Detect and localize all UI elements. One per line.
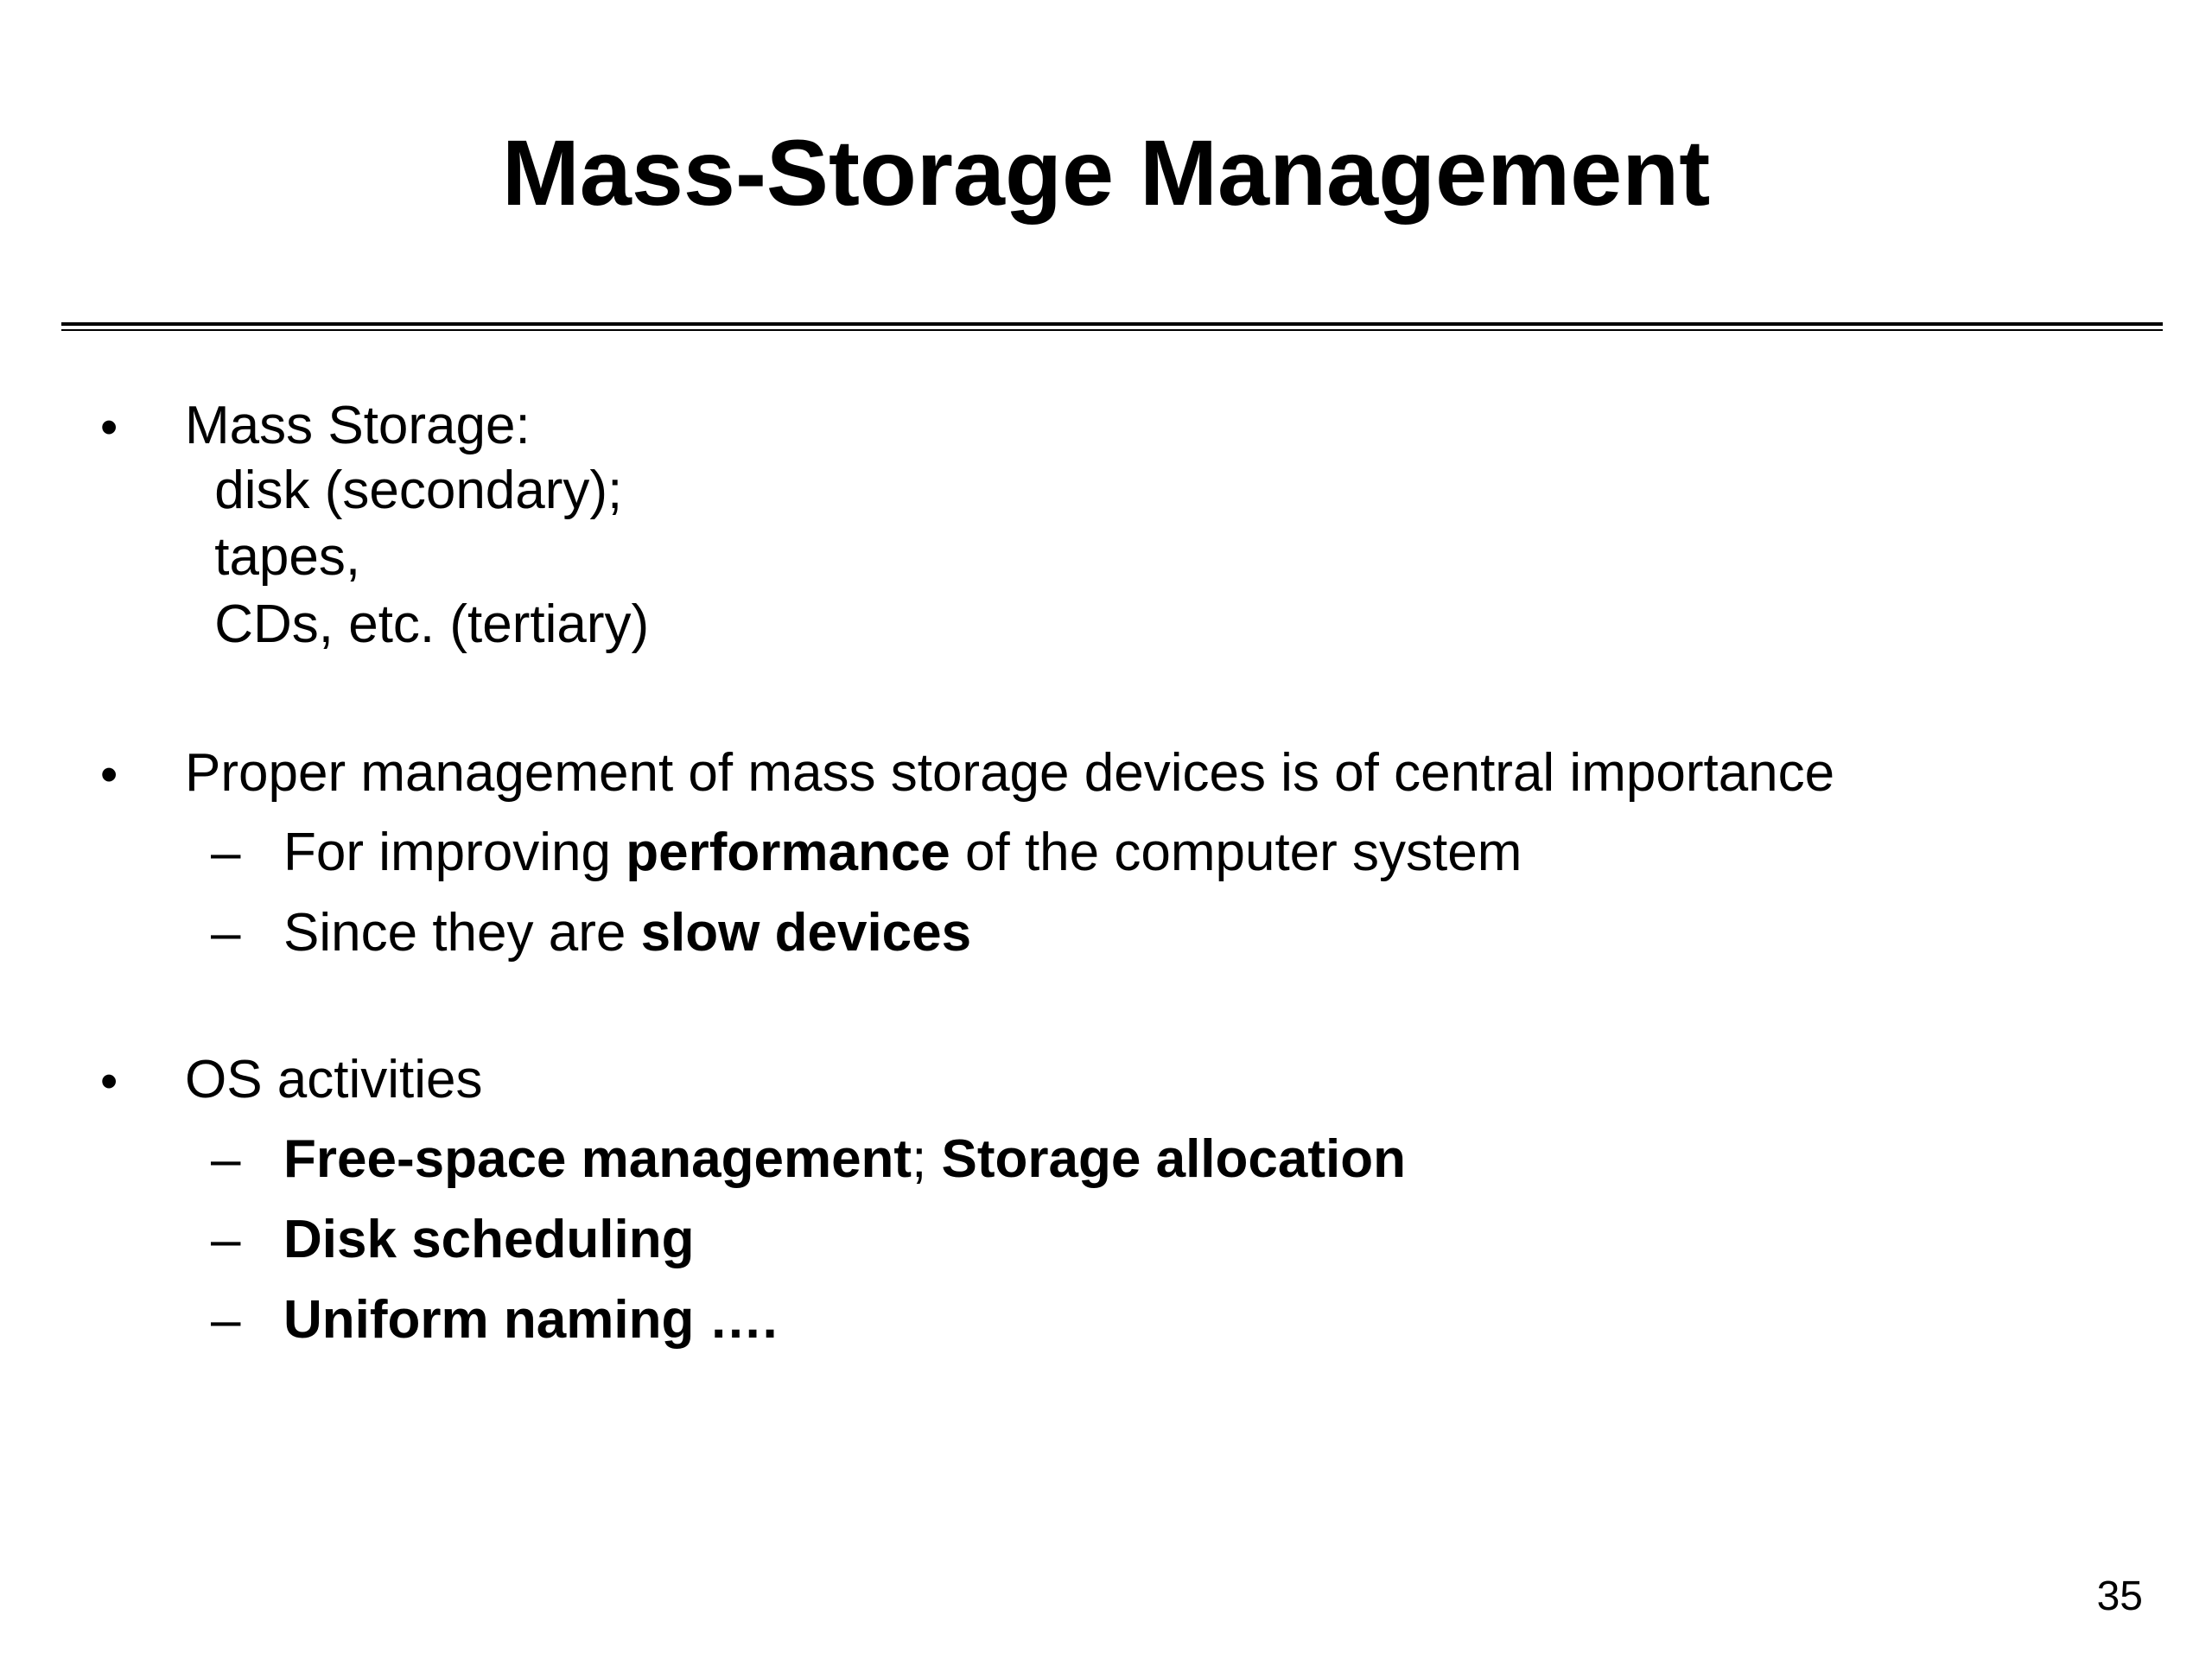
bullet-continuation-cds: CDs, etc. (tertiary) [200, 594, 650, 654]
subitem-uniform-naming [283, 1288, 778, 1352]
subitem-slow-devices [283, 901, 971, 965]
subitem-text: of the computer system [950, 823, 1522, 882]
page-number: 35 [2096, 1573, 2143, 1619]
bullet-text-proper-management: Proper management of mass storage devices is of central importance [185, 743, 1835, 803]
bullet-text-os-activities: OS activities [185, 1050, 483, 1109]
subitem-marker: – [211, 1129, 241, 1189]
subitem-marker: – [211, 903, 241, 963]
title-divider [61, 322, 2163, 326]
bullet-marker: • [100, 399, 118, 455]
subitem-marker: – [211, 1210, 241, 1269]
subitem-bold-text: Disk scheduling [283, 1210, 695, 1269]
subitem-bold-text: Uniform naming …. [283, 1290, 778, 1350]
bullet-text-mass-storage: Mass Storage: [185, 396, 531, 455]
subitem-marker: – [211, 1290, 241, 1350]
subitem-marker: – [211, 823, 241, 882]
subitem-text: Since they are [283, 903, 641, 963]
title-divider-secondary [61, 329, 2163, 331]
subitem-bold-text: Storage allocation [941, 1129, 1406, 1189]
subitem-bold-text: performance [626, 823, 950, 882]
bullet-marker: • [100, 1053, 118, 1109]
subitem-bold-text: Free-space management [283, 1129, 912, 1189]
subitem-disk-scheduling [283, 1208, 694, 1272]
subitem-bold-text: slow devices [640, 903, 972, 963]
subitem-text: For improving [283, 823, 626, 882]
subitem-separator: ; [912, 1129, 942, 1189]
subitem-free-space [283, 1128, 1406, 1192]
subitem-performance [283, 821, 1522, 885]
bullet-continuation-tapes: tapes, [200, 527, 361, 587]
bullet-continuation-disk: disk (secondary); [200, 461, 623, 520]
slide-title: Mass-Storage Management [501, 120, 1711, 225]
bullet-marker: • [100, 747, 118, 803]
